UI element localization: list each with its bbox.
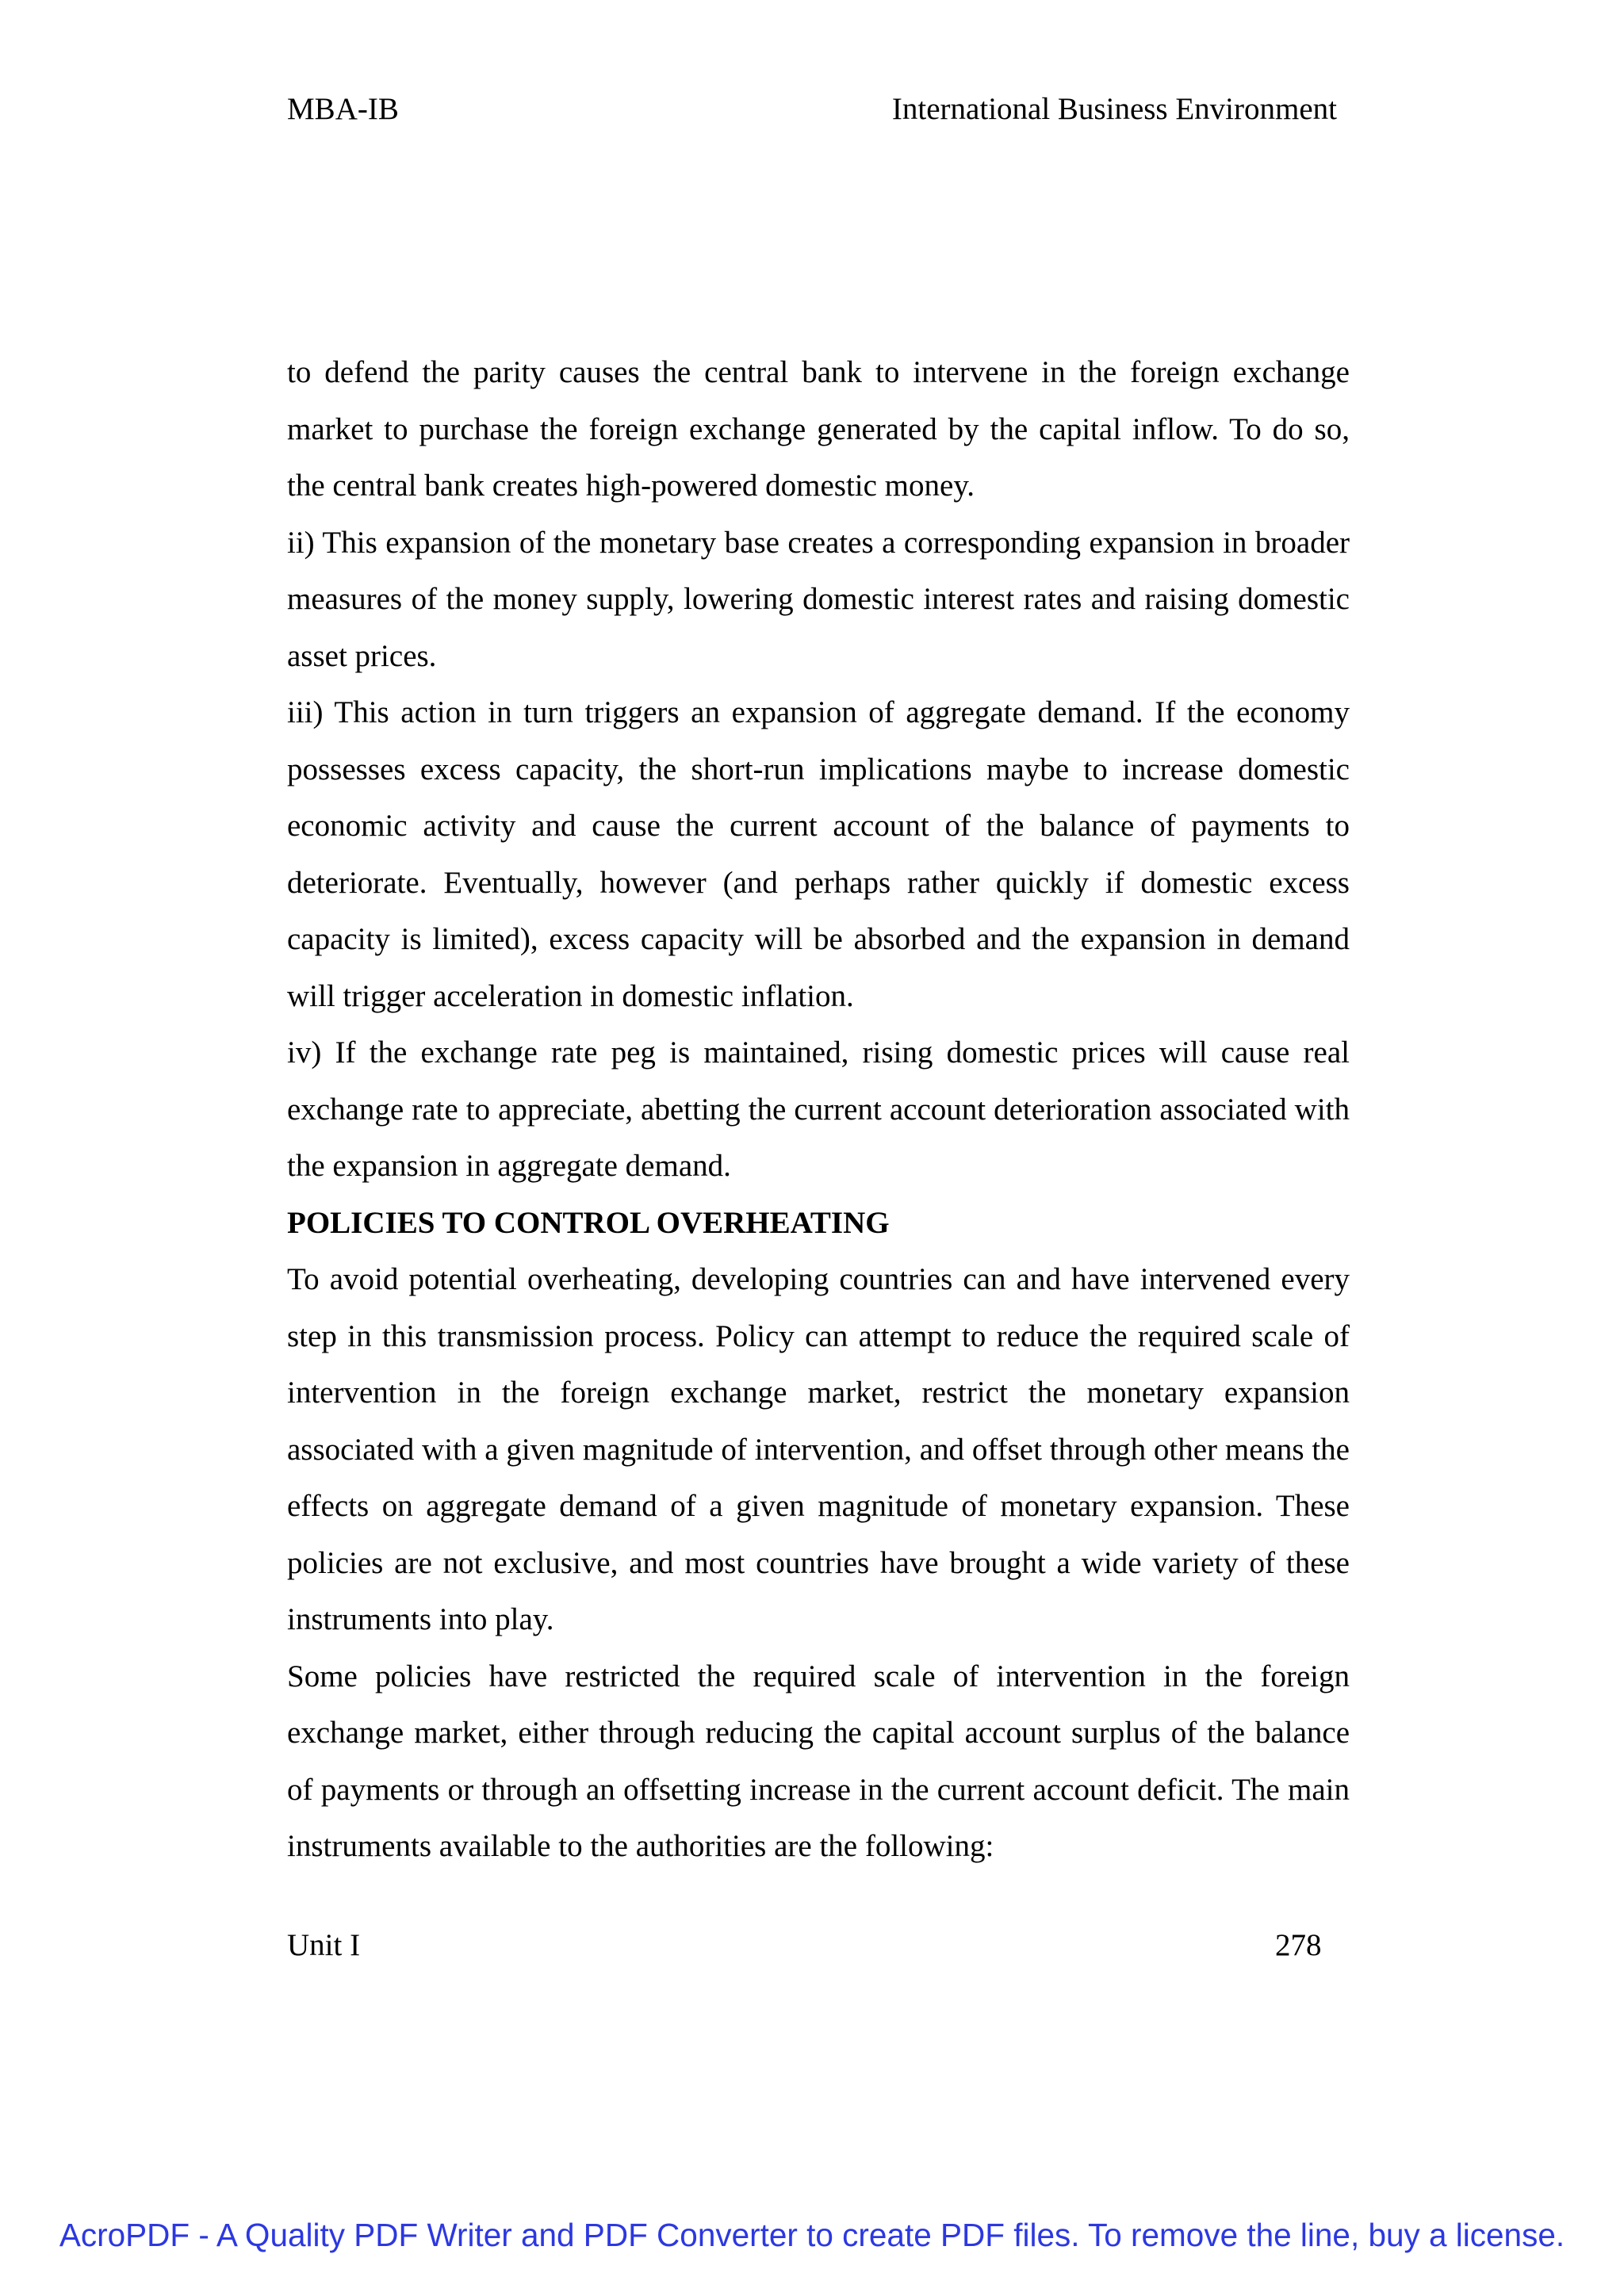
footer-unit: Unit I — [287, 1928, 361, 1962]
paragraph-exchange-rate-peg: iv) If the exchange rate peg is maintained, rising domestic prices will cause real exchange rate to appreciate, abetting the current account deterioration associated with the expansion in aggregate demand. — [287, 1035, 1350, 1183]
paragraph-monetary-base: ii) This expansion of the monetary base creates a corresponding expansion in broader measures of the money supply, lowering domestic interest rates and raising domestic asset prices. — [287, 525, 1350, 673]
running-header-course: MBA-IB — [287, 92, 399, 126]
paragraph-aggregate-demand: iii) This action in turn triggers an expansion of aggregate demand. If the economy possesses excess capacity, the short-run implications maybe to increase domestic economic activity and cause the current account of the balance of payments to deteriorate. Eventually, however (and perhaps rather quickly if domestic excess capacity is limited), excess capacity will be absorbed and the expansion in demand will trigger acceleration in domestic inflation. — [287, 695, 1350, 1013]
section-heading: POLICIES TO CONTROL OVERHEATING — [287, 1205, 890, 1240]
acropdf-watermark: AcroPDF - A Quality PDF Writer and PDF Converter to create PDF files. To remove the line, buy a license. — [59, 2217, 1565, 2253]
page-body — [287, 344, 1350, 1875]
paragraph-intervention-scale: Some policies have restricted the required scale of intervention in the foreign exchange market, either through reducing the capital account surplus of the balance of payments or through an offsetting increase in the current account deficit. The main instruments available to the authorities are the following: — [287, 1659, 1350, 1863]
paragraph-avoid-overheating: To avoid potential overheating, developing countries can and have intervened every step in this transmission process. Policy can attempt to reduce the required scale of intervention in the foreign exchange market, restrict the monetary expansion associated with a given magnitude of intervention, and offset through other means the effects on aggregate demand of a given magnitude of monetary expansion. These policies are not exclusive, and most countries have brought a wide variety of these instruments into play. — [287, 1262, 1350, 1636]
running-header-title: International Business Environment — [891, 92, 1337, 126]
paragraph-parity-defense: to defend the parity causes the central bank to intervene in the foreign exchange market to purchase the foreign exchange generated by the capital inflow. To do so, the central bank creates high-powered domestic money. — [287, 355, 1350, 503]
page-number: 278 — [1275, 1928, 1322, 1962]
